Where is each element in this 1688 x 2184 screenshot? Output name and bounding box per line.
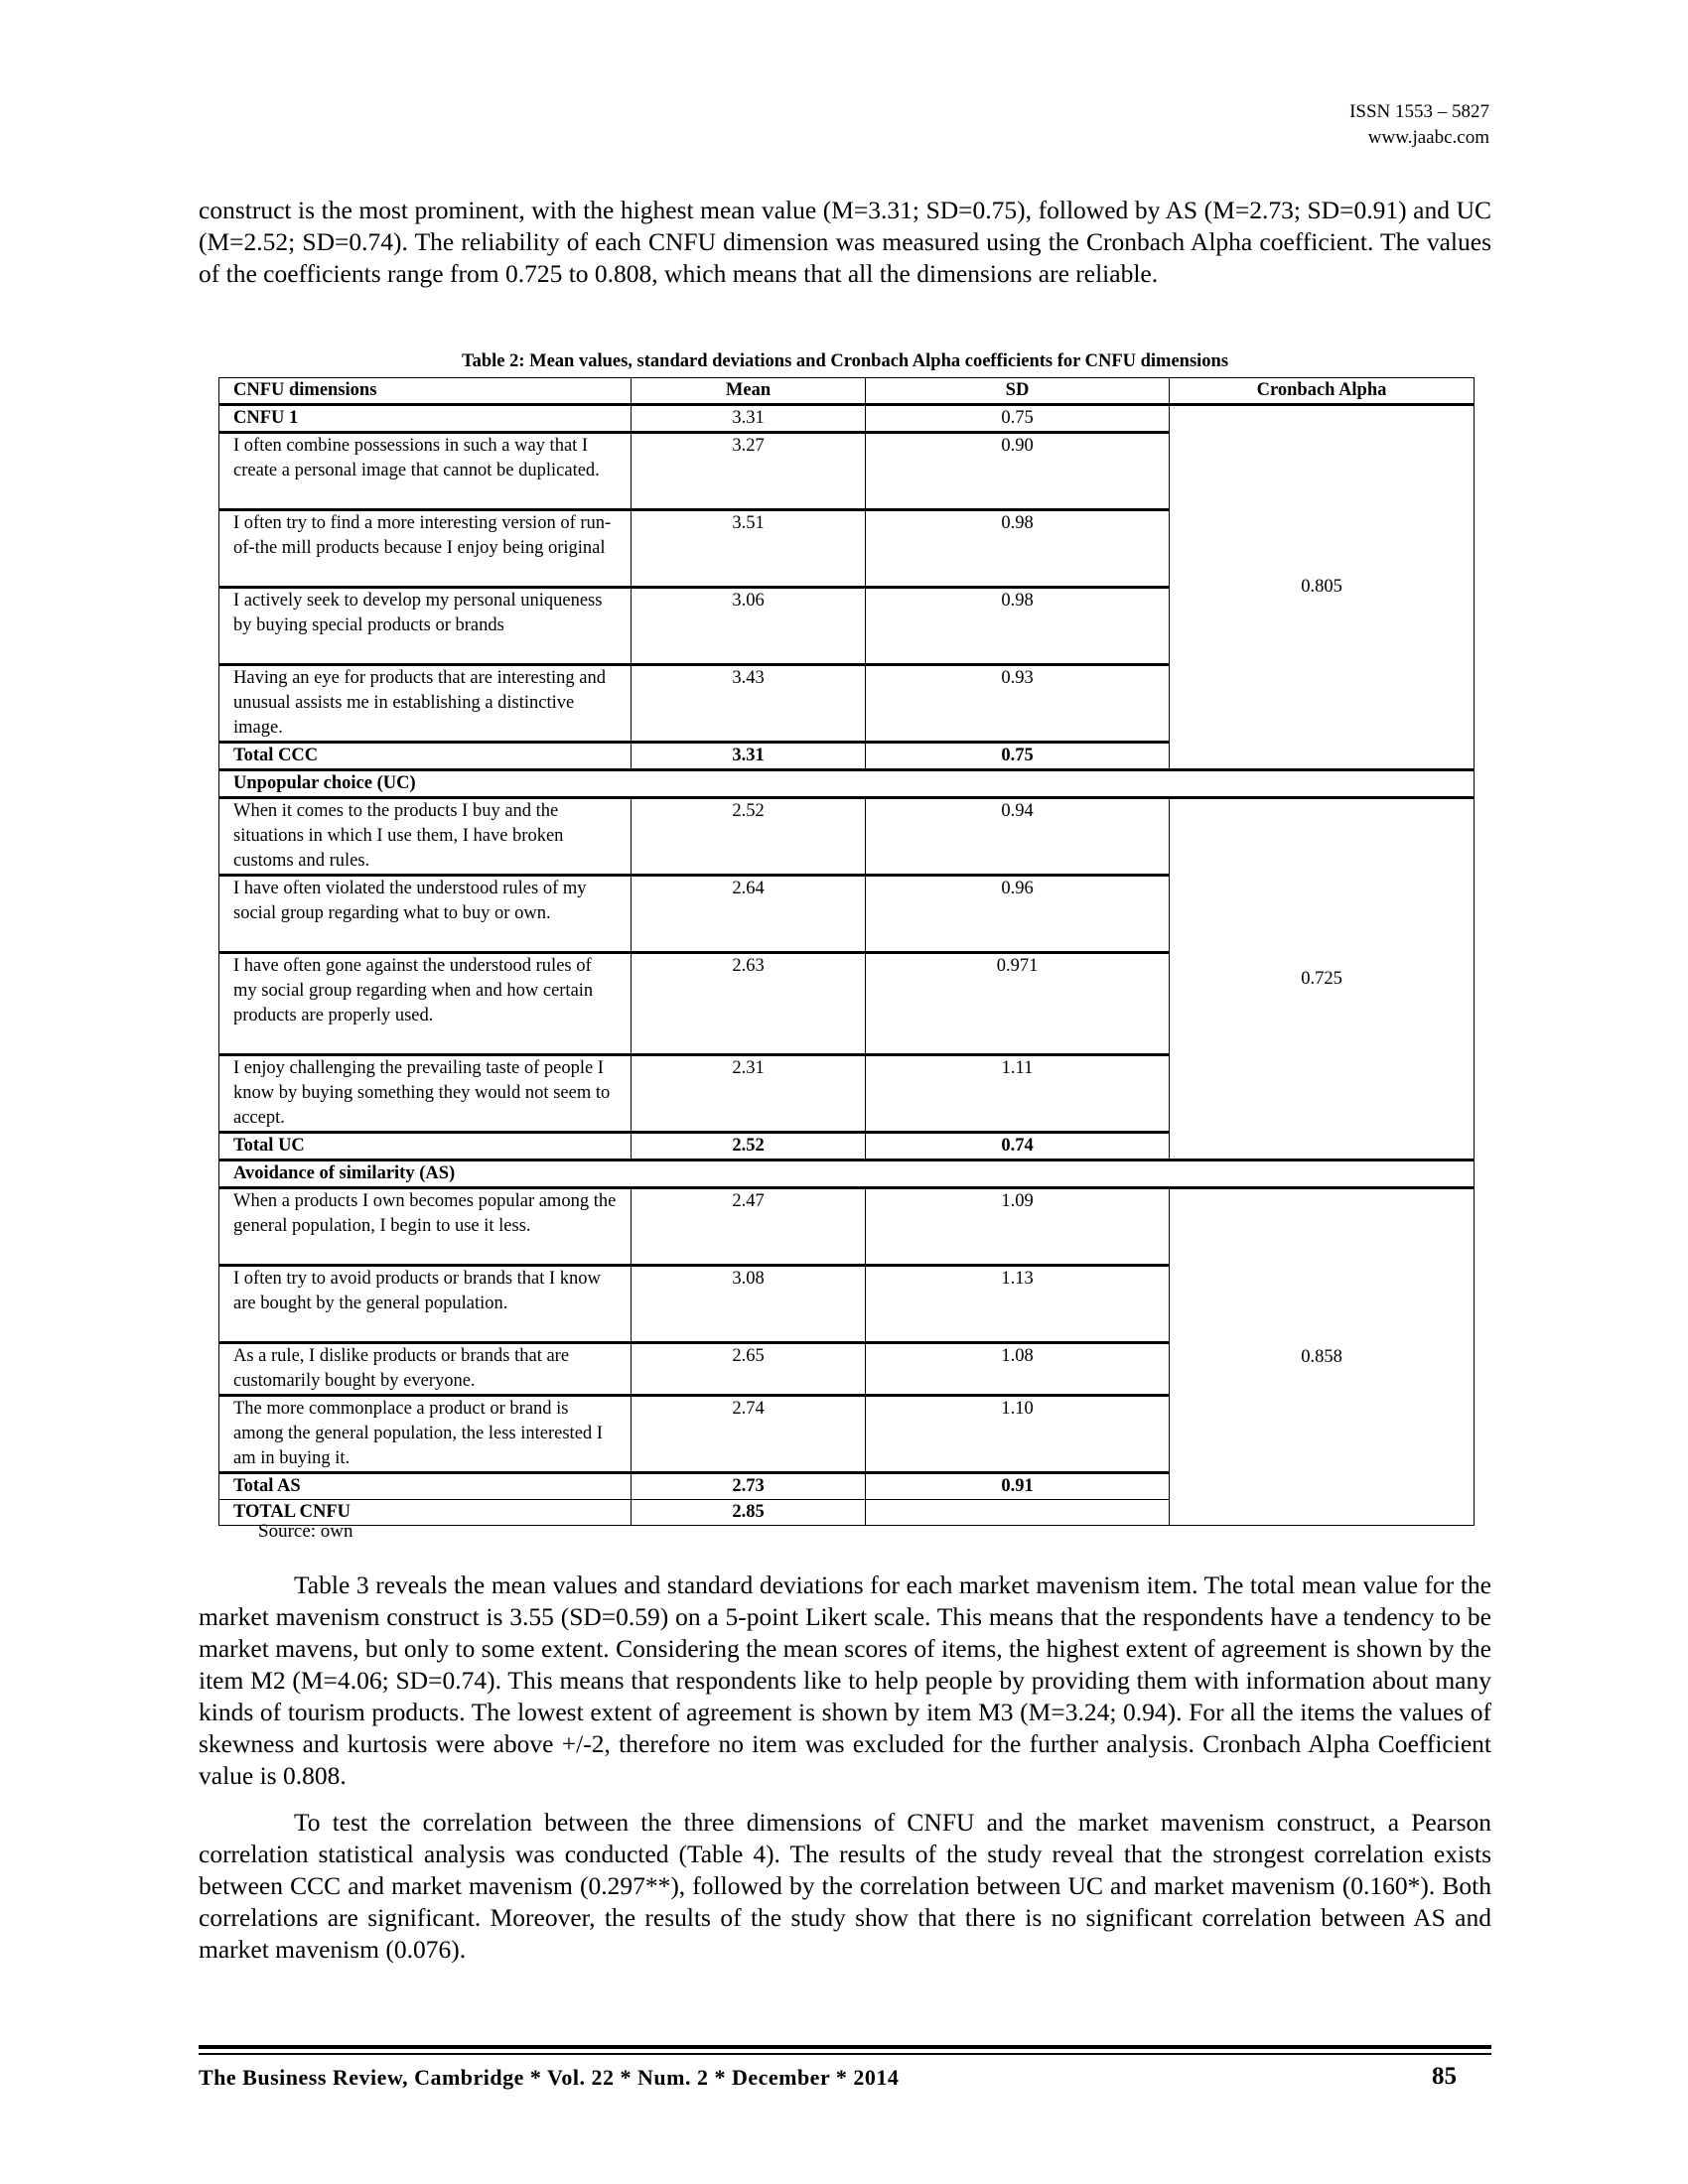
cell-item-text: When it comes to the products I buy and the situations in which I use them, I have broken customs and rules. <box>219 798 632 876</box>
section-fill <box>632 770 1475 798</box>
cell-item-text: As a rule, I dislike products or brands that are customarily bought by everyone. <box>219 1343 632 1396</box>
section-label-ccc: CNFU 1 <box>219 405 632 433</box>
cell-item-text: The more commonplace a product or brand is among the general population, the less interested I am in buying it. <box>219 1396 632 1473</box>
cell-total-sd: 0.91 <box>866 1473 1170 1500</box>
cnfu-table <box>218 377 1475 1526</box>
col-header-sd: SD <box>866 378 1170 405</box>
grand-total-label: TOTAL CNFU <box>219 1500 632 1526</box>
cell-total-mean: 3.31 <box>632 743 866 770</box>
cell-grand-total-mean: 2.85 <box>632 1500 866 1526</box>
cell-total-mean: 2.52 <box>632 1133 866 1160</box>
cell-item-text: I enjoy challenging the prevailing taste of people I know by buying something they would not seem to accept. <box>219 1055 632 1133</box>
cell-mean: 2.65 <box>632 1343 866 1396</box>
footer-rule-thick <box>199 2045 1491 2049</box>
total-label-uc: Total UC <box>219 1133 632 1160</box>
website-text: www.jaabc.com <box>1367 127 1489 148</box>
cell-item-text: I often combine possessions in such a way that I create a personal image that cannot be duplicated. <box>219 433 632 510</box>
table-row-section <box>219 1160 1475 1188</box>
cell-mean: 2.47 <box>632 1188 866 1266</box>
table3-paragraph: Table 3 reveals the mean values and standard deviations for each market mavenism item. The total mean value for the market mavenism construct is 3.55 (SD=0.59) on a 5-point Likert scale. This means that the respondents have a tendency to be market mavens, but only to some extent. Considering the mean scores of items, the highest extent of agreement is shown by the item M2 (M=4.06; SD=0.74). This means that respondents like to help people by providing them with information about many kinds of tourism products. The lowest extent of agreement is shown by item M3 (M=3.24; 0.94). For all the items the values of skewness and kurtosis were above +/-2, therefore no item was excluded for the further analysis. Cronbach Alpha Coefficient value is 0.808. <box>199 1570 1491 1790</box>
cell-item-text: Having an eye for products that are interesting and unusual assists me in establishing a distinctive image. <box>219 665 632 743</box>
cell-sd: 1.10 <box>866 1396 1170 1473</box>
cell-mean: 3.43 <box>632 665 866 743</box>
cell-total-sd: 0.74 <box>866 1133 1170 1160</box>
cell-sd: 0.93 <box>866 665 1170 743</box>
issn-text: ISSN 1553 – 5827 <box>1349 101 1489 122</box>
correlation-paragraph: To test the correlation between the three dimensions of CNFU and the market mavenism construct, a Pearson correlation statistical analysis was conducted (Table 4). The results of the study reveal that the strongest correlation exists between CCC and market mavenism (0.297**), followed by the correlation between UC and market mavenism (0.160*). Both correlations are significant. Moreover, the results of the study show that there is no significant correlation between AS and market mavenism (0.076). <box>199 1808 1491 1964</box>
cell-mean: 3.06 <box>632 588 866 665</box>
footer-journal: The Business Review, Cambridge * Vol. 22 * Num. 2 * December * 2014 <box>199 2065 900 2090</box>
cell-item-text: I often try to find a more interesting version of run-of-the mill products because I enjoy being original <box>219 510 632 588</box>
cell-sd: 1.08 <box>866 1343 1170 1396</box>
cell-alpha-uc: 0.725 <box>1170 798 1475 1160</box>
cell-mean: 2.63 <box>632 953 866 1055</box>
cell-mean: 2.64 <box>632 876 866 953</box>
table-caption: Table 2: Mean values, standard deviations and Cronbach Alpha coefficients for CNFU dimensions <box>461 351 1229 371</box>
cell-mean: 2.52 <box>632 798 866 876</box>
page-header <box>1349 99 1489 151</box>
cell-sd: 0.94 <box>866 798 1170 876</box>
table-row <box>219 405 1475 433</box>
cell-sd: 0.90 <box>866 433 1170 510</box>
section-fill <box>632 1160 1475 1188</box>
col-header-dimensions: CNFU dimensions <box>219 378 632 405</box>
cell-sd: 0.98 <box>866 588 1170 665</box>
col-header-alpha: Cronbach Alpha <box>1170 378 1475 405</box>
table-source: Source: own <box>258 1521 353 1542</box>
table-row-section <box>219 770 1475 798</box>
cell-total-sd: 0.75 <box>866 743 1170 770</box>
cell-mean: 2.74 <box>632 1396 866 1473</box>
total-label-ccc: Total CCC <box>219 743 632 770</box>
table-row <box>219 798 1475 876</box>
cell-sd: 0.75 <box>866 405 1170 433</box>
cell-item-text: I have often gone against the understood rules of my social group regarding when and how certain products are properly used. <box>219 953 632 1055</box>
table-header-row <box>219 378 1475 405</box>
cell-sd: 0.96 <box>866 876 1170 953</box>
cell-item-text: I have often violated the understood rules of my social group regarding what to buy or own. <box>219 876 632 953</box>
cell-item-text: I often try to avoid products or brands that I know are bought by the general population. <box>219 1266 632 1343</box>
cell-sd: 1.11 <box>866 1055 1170 1133</box>
cell-item-text: When a products I own becomes popular among the general population, I begin to use it less. <box>219 1188 632 1266</box>
page-number: 85 <box>1432 2063 1457 2090</box>
section-label-uc: Unpopular choice (UC) <box>219 770 632 798</box>
cell-sd: 1.09 <box>866 1188 1170 1266</box>
cell-alpha-as: 0.858 <box>1170 1188 1475 1526</box>
intro-paragraph: construct is the most prominent, with the highest mean value (M=3.31; SD=0.75), followed by AS (M=2.73; SD=0.91) and UC (M=2.52; SD=0.74). The reliability of each CNFU dimension was measured using the Cronbach Alpha coefficient. The values of the coefficients range from 0.725 to 0.808, which means that all the dimensions are reliable. <box>199 196 1491 288</box>
cell-alpha-ccc: 0.805 <box>1170 405 1475 770</box>
cell-mean: 2.31 <box>632 1055 866 1133</box>
cell-sd: 0.98 <box>866 510 1170 588</box>
cell-empty <box>866 1500 1170 1526</box>
cell-mean: 3.08 <box>632 1266 866 1343</box>
cell-item-text: I actively seek to develop my personal uniqueness by buying special products or brands <box>219 588 632 665</box>
cell-mean: 3.27 <box>632 433 866 510</box>
cell-total-mean: 2.73 <box>632 1473 866 1500</box>
cell-sd: 1.13 <box>866 1266 1170 1343</box>
footer-rule-thin <box>199 2053 1491 2055</box>
cell-sd: 0.971 <box>866 953 1170 1055</box>
total-label-as: Total AS <box>219 1473 632 1500</box>
col-header-mean: Mean <box>632 378 866 405</box>
section-label-as: Avoidance of similarity (AS) <box>219 1160 632 1188</box>
table-row <box>219 1188 1475 1266</box>
cell-mean: 3.51 <box>632 510 866 588</box>
cell-mean: 3.31 <box>632 405 866 433</box>
